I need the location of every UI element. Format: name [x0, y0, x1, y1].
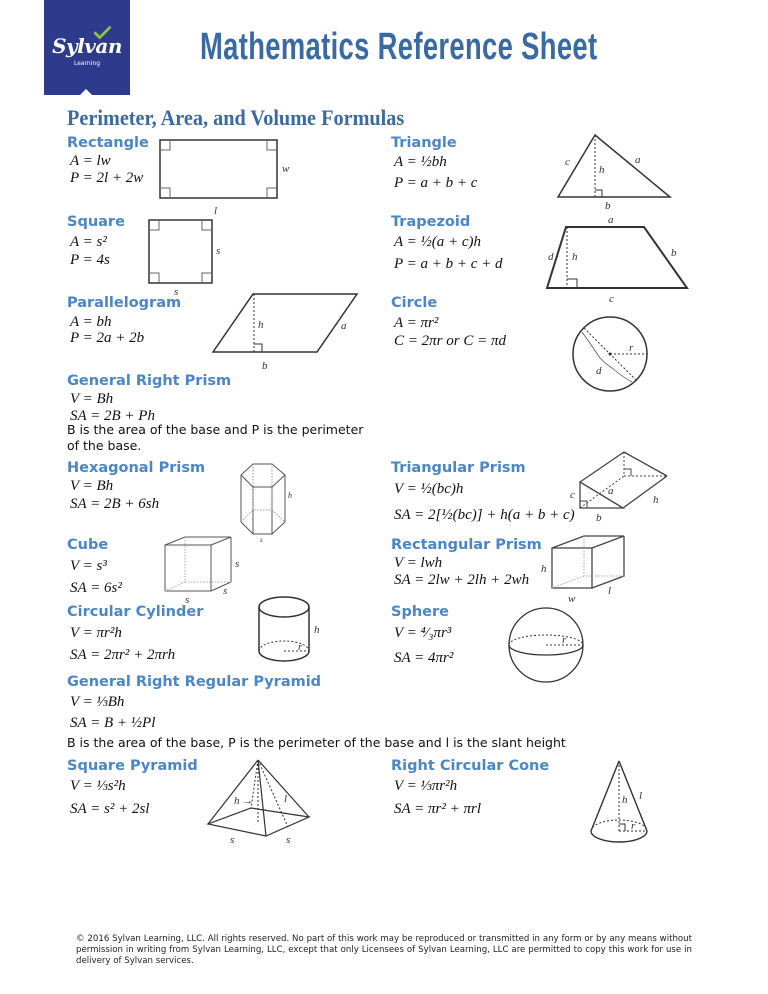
circular-cylinder-sa-formula: SA = 2πr² + 2πrh	[70, 647, 176, 663]
circular-cylinder-heading: Circular Cylinder	[67, 604, 204, 620]
cube-volume-formula: V = s³	[70, 558, 107, 574]
sphere-volume-formula: V = ⁴⁄₃πr³	[394, 625, 452, 641]
parallelogram-area-formula: A = bh	[70, 314, 112, 330]
label-r: r	[629, 342, 634, 354]
trapezoid-heading: Trapezoid	[391, 214, 471, 230]
circular-cylinder-volume-formula: V = πr²h	[70, 625, 122, 641]
trapezoid-perimeter-formula: P = a + b + c + d	[394, 256, 503, 272]
label-h: h	[622, 794, 628, 806]
general-right-prism-note: B is the area of the base and P is the perimeter of the base.	[67, 422, 364, 453]
label-a: a	[608, 485, 614, 497]
logo-notch	[80, 89, 92, 95]
general-pyramid-note: B is the area of the base, P is the perimeter of the base and l is the slant height	[67, 735, 566, 750]
triangle-perimeter-formula: P = a + b + c	[394, 175, 478, 191]
rectangular-prism-volume-formula: V = lwh	[394, 555, 443, 571]
rectangular-prism-diagram	[538, 532, 638, 607]
rectangle-perimeter-formula: P = 2l + 2w	[70, 170, 144, 186]
logo-brand: Sylvan	[52, 34, 122, 58]
hexagonal-prism-volume-formula: V = Bh	[70, 478, 114, 494]
triangular-prism-heading: Triangular Prism	[391, 460, 526, 476]
sphere-diagram	[508, 607, 588, 687]
circle-heading: Circle	[391, 295, 438, 311]
cube-heading: Cube	[67, 537, 109, 553]
parallelogram-heading: Parallelogram	[67, 295, 182, 311]
label-s-left: s	[230, 834, 235, 846]
sphere-sa-formula: SA = 4πr²	[394, 650, 454, 666]
general-pyramid-volume-formula: V = ⅓Bh	[70, 694, 125, 710]
label-s: s	[260, 536, 263, 544]
square-area-formula: A = s²	[70, 234, 107, 250]
label-h: h	[653, 494, 659, 506]
label-s-height: s	[235, 558, 240, 570]
circle-area-formula: A = πr²	[394, 315, 439, 331]
label-r: r	[631, 820, 636, 832]
square-pyramid-volume-formula: V = ⅓s²h	[70, 778, 126, 794]
cube-diagram	[163, 535, 253, 605]
label-l: l	[284, 793, 288, 805]
page-title: Mathematics Reference Sheet	[200, 26, 598, 68]
rectangle-heading: Rectangle	[67, 135, 149, 151]
square-perimeter-formula: P = 4s	[70, 252, 110, 268]
label-h: h	[258, 319, 264, 331]
label-h: h →	[234, 795, 254, 807]
label-s-width: s	[185, 594, 190, 606]
label-a: a	[608, 214, 614, 226]
triangle-diagram	[555, 133, 675, 213]
label-h: h	[288, 491, 292, 500]
label-l: l	[214, 205, 218, 217]
general-right-prism-sa-formula: SA = 2B + Ph	[70, 408, 155, 424]
trapezoid-area-formula: A = ½(a + c)h	[394, 234, 482, 250]
copyright-footer: © 2016 Sylvan Learning, LLC. All rights reserved. No part of this work may be reproduced or transmitted in any form or by any means without permission in writing from Sylvan Learning, LLC, except that only Licensees of Sylvan Learning, LLC are permitted to copy this work for use in delivery of Sylvan services.	[76, 934, 692, 966]
label-h: h	[572, 251, 578, 263]
general-pyramid-sa-formula: SA = B + ½Pl	[70, 715, 156, 731]
label-l: l	[608, 585, 612, 597]
cube-sa-formula: SA = 6s²	[70, 580, 122, 596]
rectangular-prism-sa-formula: SA = 2lw + 2lh + 2wh	[394, 572, 530, 588]
general-right-prism-volume-formula: V = Bh	[70, 391, 114, 407]
label-h: h	[541, 563, 547, 575]
hexagonal-prism-diagram	[240, 462, 300, 542]
label-h: h	[314, 624, 320, 636]
label-c: c	[609, 293, 614, 305]
label-d: d	[596, 365, 602, 377]
label-c: c	[565, 156, 570, 168]
label-s-side: s	[216, 245, 221, 257]
label-w: w	[282, 163, 290, 175]
general-pyramid-heading: General Right Regular Pyramid	[67, 674, 322, 690]
square-heading: Square	[67, 214, 125, 230]
label-l: l	[639, 790, 643, 802]
cone-heading: Right Circular Cone	[391, 758, 550, 774]
label-b: b	[605, 200, 611, 212]
rectangle-area-formula: A = lw	[70, 153, 111, 169]
label-r: r	[562, 634, 567, 646]
cone-sa-formula: SA = πr² + πrl	[394, 801, 482, 817]
logo-sub: Learning	[73, 60, 101, 67]
parallelogram-diagram	[210, 291, 360, 371]
parallelogram-perimeter-formula: P = 2a + 2b	[70, 330, 145, 346]
triangle-heading: Triangle	[391, 135, 457, 151]
hexagonal-prism-heading: Hexagonal Prism	[67, 460, 206, 476]
cone-volume-formula: V = ⅓πr²h	[394, 778, 458, 794]
label-s-depth: s	[223, 585, 228, 597]
triangular-prism-volume-formula: V = ½(bc)h	[394, 481, 464, 497]
label-s-bottom: s	[174, 286, 179, 298]
sylvan-logo	[44, 0, 130, 95]
square-pyramid-heading: Square Pyramid	[67, 758, 198, 774]
label-r: r	[298, 641, 303, 653]
label-d: d	[548, 251, 554, 263]
triangular-prism-diagram	[568, 448, 698, 528]
label-b: b	[671, 247, 677, 259]
circular-cylinder-diagram	[258, 595, 338, 670]
circle-circumference-formula: C = 2πr or C = πd	[394, 333, 506, 349]
label-a: a	[635, 154, 641, 166]
section-title: Perimeter, Area, and Volume Formulas	[67, 105, 405, 130]
trapezoid-diagram	[543, 214, 693, 304]
square-pyramid-sa-formula: SA = s² + 2sl	[70, 801, 150, 817]
label-s-right: s	[286, 834, 291, 846]
square-pyramid-diagram	[206, 758, 316, 848]
label-h: h	[599, 164, 605, 176]
sphere-heading: Sphere	[391, 604, 449, 620]
general-right-prism-heading: General Right Prism	[67, 373, 232, 389]
triangle-area-formula: A = ½bh	[394, 154, 447, 170]
label-c: c	[570, 489, 575, 501]
triangular-prism-sa-formula: SA = 2[½(bc)] + h(a + b + c)	[394, 507, 575, 523]
circle-diagram	[572, 316, 652, 396]
hexagonal-prism-sa-formula: SA = 2B + 6sh	[70, 496, 160, 512]
label-b: b	[596, 512, 602, 524]
label-b: b	[262, 360, 268, 372]
label-w: w	[568, 593, 576, 605]
label-a: a	[341, 320, 347, 332]
rectangular-prism-heading: Rectangular Prism	[391, 537, 542, 553]
cone-diagram	[589, 759, 669, 849]
square-diagram	[147, 218, 227, 298]
rectangle-diagram	[158, 138, 288, 218]
